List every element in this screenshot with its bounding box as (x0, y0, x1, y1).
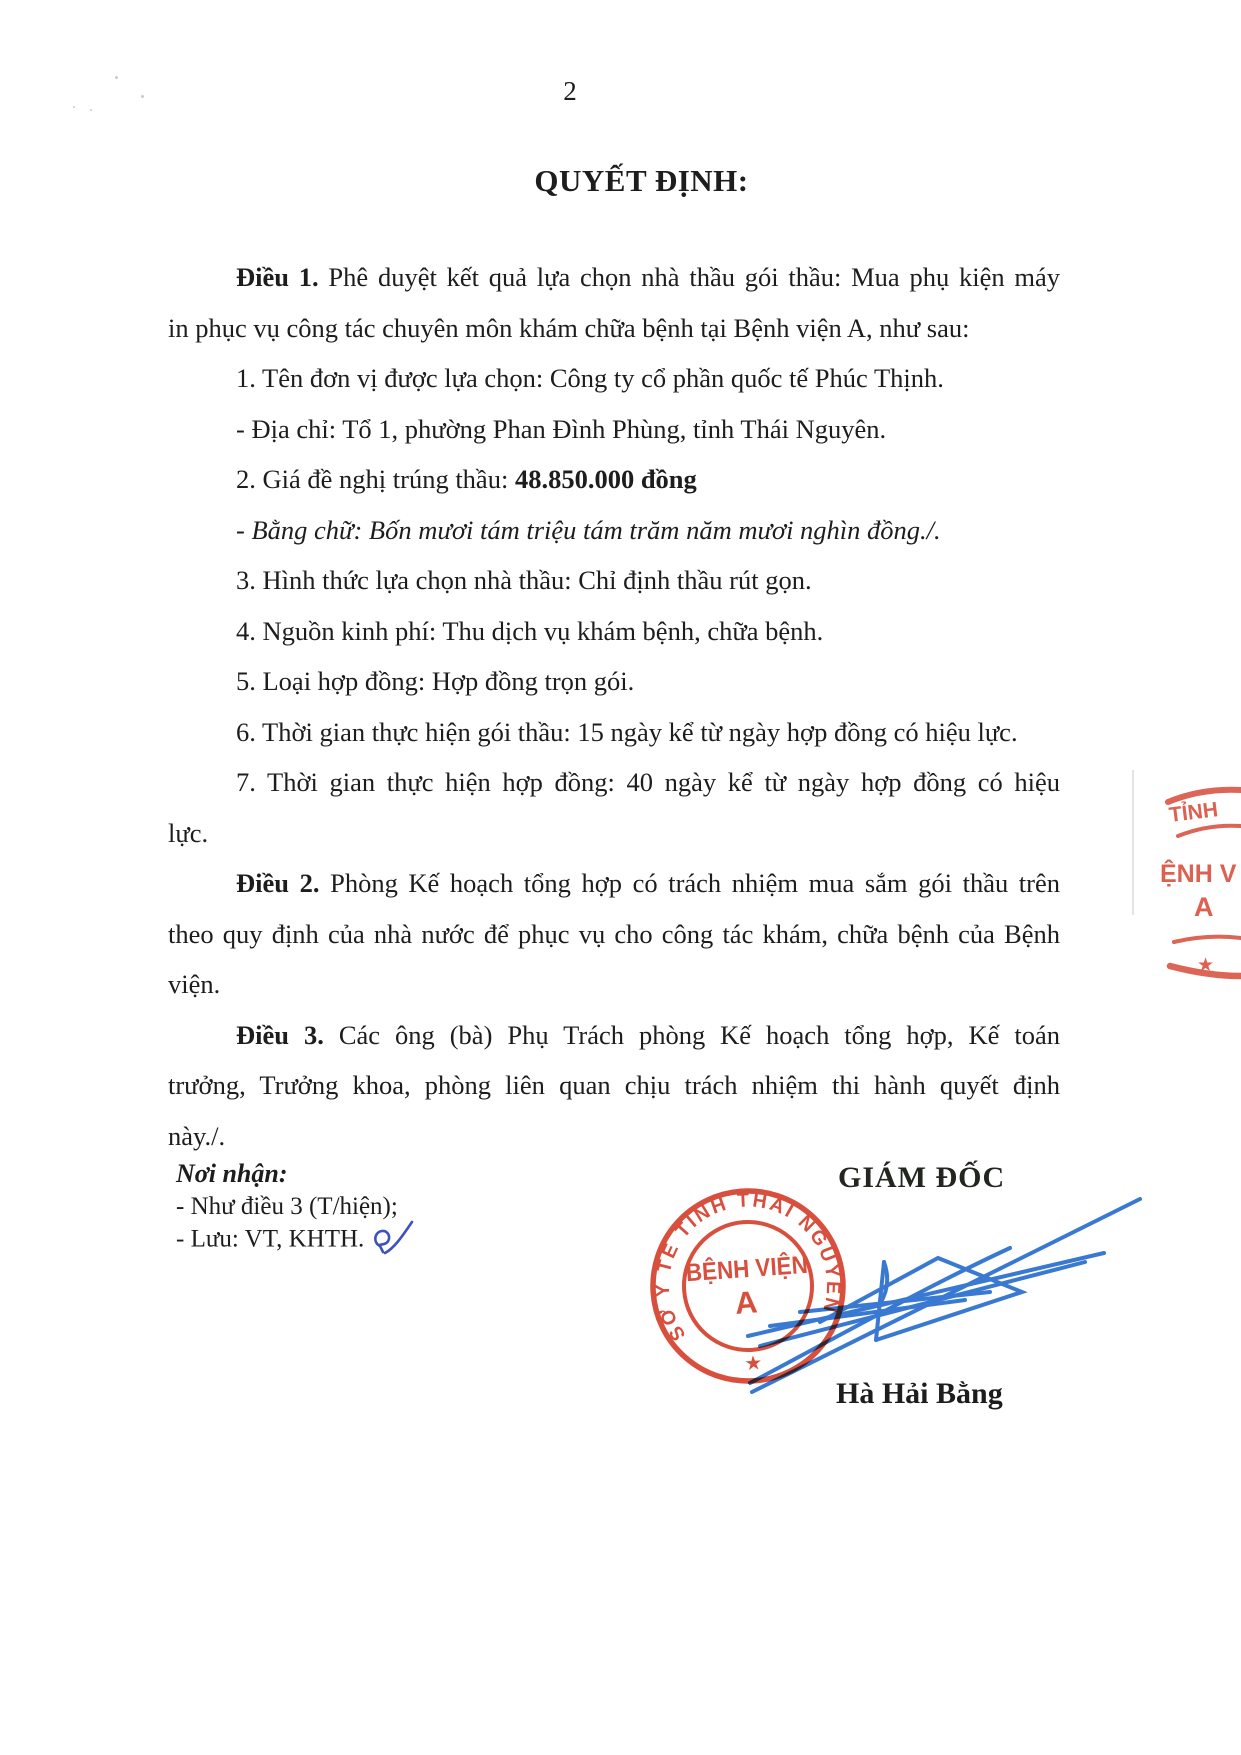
body-line (168, 252, 1060, 303)
body-line (168, 757, 1060, 808)
body-text-segment: 6. Thời gian thực hiện gói thầu: 15 ngày kể từ ngày hợp đồng có hiệu lực. (236, 716, 1018, 747)
body-line (168, 909, 1060, 960)
body-line (168, 656, 1060, 707)
partial-edge-stamp (1150, 768, 1241, 993)
director-signature (600, 1180, 1160, 1410)
body-text-segment: - Địa chỉ: Tổ 1, phường Phan Đình Phùng, tỉnh Thái Nguyên. (236, 413, 887, 444)
body-text-segment: lực. (168, 817, 209, 848)
body-text-segment: 2. Giá đề nghị trúng thầu: (236, 464, 515, 494)
body-text-segment: Phòng Kế hoạch tổng hợp có trách nhiệm mua sắm gói thầu trên (319, 868, 1061, 898)
body-line (168, 808, 1060, 859)
body-text-segment: Điều 3. (236, 1019, 324, 1050)
partial-stamp-arc (1178, 826, 1241, 836)
recipients-line: - Lưu: VT, KHTH. (176, 1225, 365, 1253)
stamp-hospital-letter: A (733, 1284, 759, 1321)
body-text-segment: 4. Nguồn kinh phí: Thu dịch vụ khám bệnh, chữa bệnh. (236, 615, 824, 646)
body-line (168, 353, 1060, 404)
partial-stamp-star-icon: ★ (1197, 954, 1215, 976)
body-text-segment: theo quy định của nhà nước để phục vụ cho công tác khám, chữa bệnh của Bệnh (168, 918, 1060, 949)
body-line (168, 959, 1060, 1010)
body-text-segment: 5. Loại hợp đồng: Hợp đồng trọn gói. (236, 666, 635, 696)
page-number: 2 (563, 76, 577, 106)
scan-speck (115, 76, 118, 79)
scan-speck (73, 106, 75, 108)
body-text-segment: - Bằng chữ: Bốn mươi tám triệu tám trăm năm mươi nghìn đồng./. (236, 514, 941, 545)
approval-initial-mark-icon (369, 1219, 415, 1259)
recipients-line: - Như điều 3 (T/hiện); (176, 1193, 398, 1220)
recipients-line-row (176, 1221, 415, 1261)
scan-speck (141, 95, 144, 98)
document-body (168, 252, 1060, 1161)
body-line (168, 454, 1060, 505)
recipients-heading: Nơi nhận: (176, 1159, 288, 1188)
body-line (168, 1060, 1060, 1111)
body-line (168, 858, 1060, 909)
body-line (168, 707, 1060, 758)
body-line (168, 1010, 1060, 1061)
body-text-segment: 1. Tên đơn vị được lựa chọn: Công ty cổ phần quốc tế Phúc Thịnh. (236, 363, 944, 393)
body-text-segment: Điều 2. (236, 868, 320, 898)
body-text-segment: 7. Thời gian thực hiện hợp đồng: 40 ngày kể từ ngày hợp đồng có hiệu (236, 767, 1060, 797)
body-line (168, 555, 1060, 606)
partial-stamp-top-text: TỈNH (1167, 798, 1220, 827)
body-text-segment: 3. Hình thức lựa chọn nhà thầu: Chỉ định thầu rút gọn. (236, 565, 812, 595)
stamp-star-icon: ★ (743, 1350, 764, 1376)
partial-stamp-mid-text: ỆNH V (1160, 860, 1237, 888)
recipients-block (176, 1158, 415, 1261)
body-text-segment: trưởng, Trưởng khoa, phòng liên quan chịu trách nhiệm thi hành quyết định (168, 1070, 1060, 1100)
body-line (168, 505, 1060, 556)
body-text-segment: Các ông (bà) Phụ Trách phòng Kế hoạch tổng hợp, Kế toán (323, 1019, 1060, 1050)
body-text-segment: này./. (168, 1120, 226, 1151)
stamp-ring-text: SỞ Y TẾ TỈNH THÁI NGUYÊN (651, 1189, 845, 1345)
body-text-segment: Phê duyệt kết quả lựa chọn nhà thầu gói thầu: Mua phụ kiện máy (318, 262, 1061, 292)
partial-stamp-arc (1174, 937, 1241, 942)
director-title: GIÁM ĐỐC (838, 1161, 1006, 1194)
body-text-segment: 48.850.000 đồng (514, 464, 697, 494)
body-text-segment: Điều 1. (236, 262, 319, 292)
body-line (168, 303, 1060, 354)
scan-artifact-line (1132, 770, 1134, 915)
decision-title: QUYẾT ĐỊNH: (534, 163, 749, 198)
body-line (168, 404, 1060, 455)
body-text-segment: in phục vụ công tác chuyên môn khám chữa bệnh tại Bệnh viện A, như sau: (168, 312, 970, 343)
stamp-hospital-text: BỆNH VIỆN (684, 1249, 823, 1288)
body-line (168, 1111, 1060, 1162)
director-name: Hà Hải Bằng (836, 1377, 1003, 1410)
partial-stamp-letter: A (1194, 892, 1214, 922)
scan-speck (90, 109, 92, 111)
body-text-segment: viện. (168, 969, 221, 999)
body-line (168, 606, 1060, 657)
